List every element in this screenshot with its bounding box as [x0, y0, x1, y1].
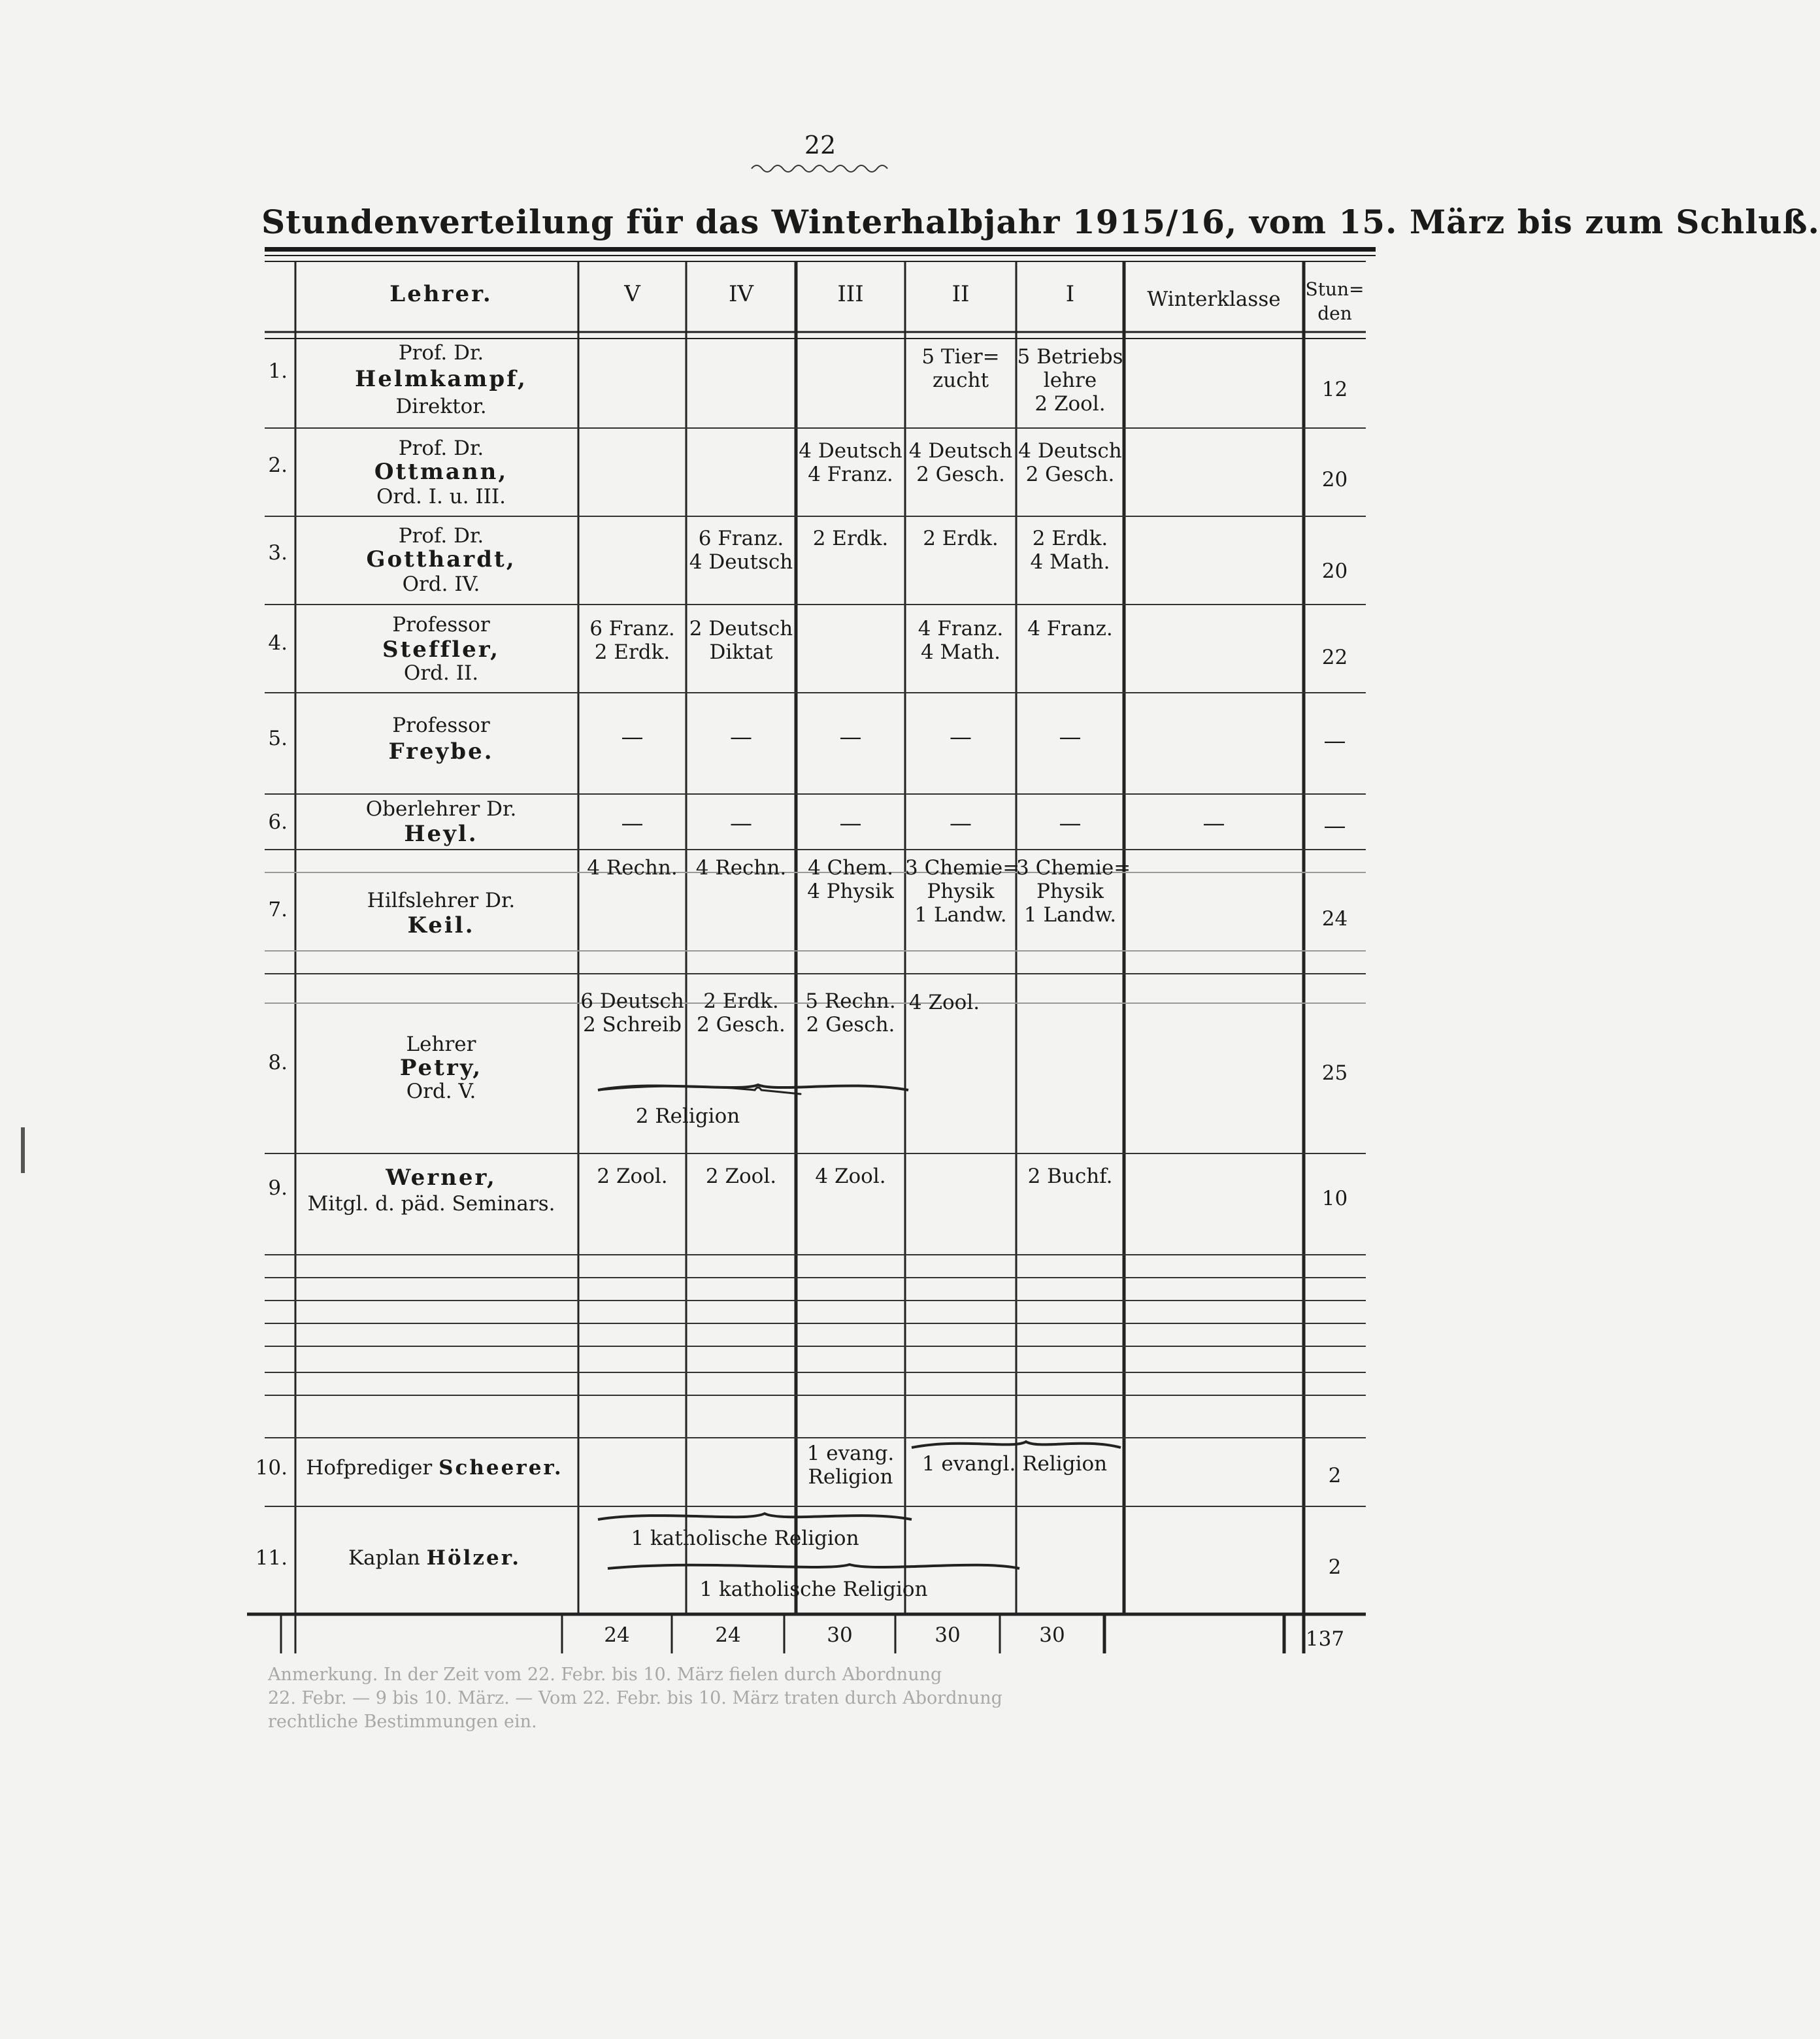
assignment-i: 2 Buchf. [1027, 1165, 1113, 1188]
empty-dash: — [730, 810, 752, 837]
empty-dash: — [1323, 728, 1346, 754]
teacher-name: Heyl. [404, 821, 478, 847]
bleed-line: Anmerkung. In der Zeit vom 22. Febr. bis 10. März fielen durch Abordnung [268, 1665, 942, 1685]
assignment-iv: 2 Gesch. [697, 1013, 786, 1036]
teacher-role: Ord. V. [406, 1080, 476, 1103]
teacher-role: Ord. I. u. III. [376, 485, 506, 508]
stunden-total: 20 [1321, 559, 1348, 583]
empty-dash: — [1202, 810, 1225, 837]
row-number: 3. [268, 541, 288, 565]
assignment-i: 2 Gesch. [1025, 463, 1115, 486]
assignment-iii: 4 Franz. [808, 463, 893, 486]
assignment-v: 6 Deutsch [580, 989, 684, 1013]
assignment-i: 2 Zool. [1034, 392, 1106, 416]
assignment-ii: 2 Gesch. [916, 463, 1005, 486]
row-number: 4. [268, 631, 288, 655]
assignment-v: 2 Zool. [597, 1165, 668, 1188]
stunden-total: 24 [1321, 907, 1348, 931]
assignment-iii: 5 Rechn. [805, 989, 896, 1013]
stunden-total: 22 [1321, 646, 1348, 669]
header-lehrer: Lehrer. [389, 281, 493, 307]
row-number: 9. [268, 1176, 288, 1200]
stunden-total: 20 [1321, 468, 1348, 491]
empty-dash: — [1059, 810, 1082, 837]
assignment-iii: 4 Deutsch [799, 439, 902, 463]
header-stunden-2: den [1317, 303, 1352, 324]
assignment-iv: 2 Erdk. [703, 989, 779, 1013]
row-number: 7. [268, 898, 288, 921]
empty-dash: — [1059, 724, 1082, 750]
teacher-title: Prof. Dr. [398, 341, 484, 365]
teacher-title: Professor [392, 714, 490, 737]
teacher-surname: Scheerer. [438, 1456, 563, 1480]
stunden-total: 2 [1328, 1464, 1342, 1487]
header-class-iii: III [837, 281, 864, 307]
teacher-title: Kaplan [348, 1546, 427, 1570]
page-title: Stundenverteilung für das Winterhalbjahr 1915/16, vom 15. März bis zum Schluß. [261, 203, 1820, 241]
stunden-total: 12 [1321, 378, 1348, 401]
page-number: 22 [804, 131, 836, 159]
assignment-v: 4 Rechn. [587, 856, 678, 880]
teacher-role: Ord. IV. [402, 572, 480, 596]
assignment-i: 4 Deutsch [1018, 439, 1122, 463]
teacher-name: Ottmann, [374, 459, 508, 485]
empty-dash: — [730, 724, 752, 750]
bleed-through-text [268, 1663, 1379, 1734]
total-iv: 24 [715, 1623, 741, 1647]
total-stunden: 137 [1305, 1627, 1345, 1651]
teacher-role: Direktor. [395, 395, 487, 418]
assignment-iii: 4 Chem. [808, 856, 893, 880]
empty-dash: — [839, 810, 862, 837]
teacher-title: Hilfslehrer Dr. [367, 889, 516, 912]
religion-ii-i: 1 evangl. Religion [921, 1452, 1108, 1476]
assignment-ii: 3 Chemie= [905, 856, 1020, 880]
teacher-title: Prof. Dr. [398, 437, 484, 460]
assignment-v: 2 Erdk. [594, 640, 670, 664]
row-number: 6. [268, 810, 288, 834]
assignment-ii: 4 Deutsch [908, 439, 1013, 463]
teacher-title: Prof. Dr. [398, 524, 484, 548]
row-number: 2. [268, 454, 288, 477]
stunden-total: 25 [1321, 1061, 1348, 1085]
total-iii: 30 [827, 1623, 853, 1647]
assignment-iv: 4 Rechn. [695, 856, 787, 880]
assignment-i: 2 Erdk. [1032, 527, 1108, 550]
teacher-title: Oberlehrer Dr. [365, 797, 517, 821]
assignment-iv: 2 Deutsch [689, 617, 793, 640]
empty-dash: — [839, 724, 862, 750]
bleed-line: rechtliche Bestimmungen ein. [268, 1712, 537, 1732]
binding-mark [21, 1127, 25, 1173]
header-winterklasse: Winterklasse [1147, 288, 1281, 311]
row-number: 10. [255, 1456, 288, 1480]
teacher-title: Lehrer [406, 1033, 476, 1056]
total-i: 30 [1039, 1623, 1065, 1647]
row-number: 11. [255, 1546, 288, 1570]
assignment-iv: Diktat [709, 640, 773, 664]
teacher-name: Werner, [386, 1165, 497, 1191]
stunden-total: 2 [1328, 1555, 1342, 1579]
assignment-i: 3 Chemie= [1016, 856, 1131, 880]
empty-dash: — [950, 724, 972, 750]
assignment-iii: 1 evang. [806, 1442, 895, 1465]
assignment-ii: 4 Math. [920, 640, 1001, 664]
total-v: 24 [604, 1623, 630, 1647]
assignment-iii: Religion [808, 1465, 893, 1489]
empty-dash: — [621, 810, 644, 837]
assignment-v: 2 Schreib [582, 1013, 682, 1036]
assignment-ii: 2 Erdk. [923, 527, 999, 550]
row-number: 1. [268, 359, 288, 383]
assignment-ii: 1 Landw. [914, 903, 1007, 927]
assignment-v: 6 Franz. [589, 617, 675, 640]
assignment-i: Physik [1036, 880, 1104, 903]
stunden-total: 10 [1321, 1187, 1348, 1210]
header-stunden-1: Stun= [1305, 278, 1365, 300]
religion-lower: 1 katholische Religion [699, 1578, 928, 1601]
header-class-i: I [1065, 281, 1075, 307]
assignment-iii: 4 Physik [807, 880, 894, 903]
teacher-title: Professor [392, 613, 490, 637]
assignment-i: 4 Math. [1030, 550, 1110, 574]
teacher-name: Helmkampf, [355, 366, 527, 392]
bleed-line: 22. Febr. — 9 bis 10. März. — Vom 22. Febr. bis 10. März traten durch Abordnung [268, 1688, 1002, 1708]
teacher-role: Ord. II. [403, 661, 479, 685]
assignment-iii: 2 Gesch. [806, 1013, 895, 1036]
teacher-name: Keil. [407, 912, 475, 938]
row-number: 8. [268, 1051, 288, 1074]
assignment-ii: 4 Franz. [918, 617, 1004, 640]
empty-dash: — [1323, 813, 1346, 839]
assignment-i: lehre [1043, 369, 1097, 392]
assignment-i: 1 Landw. [1023, 903, 1117, 927]
assignment-iii: 2 Erdk. [812, 527, 889, 550]
total-ii: 30 [935, 1623, 961, 1647]
assignment-ii: Physik [927, 880, 995, 903]
assignment-iv: 6 Franz. [698, 527, 784, 550]
row-number: 5. [268, 727, 288, 750]
header-class-v: V [624, 281, 640, 307]
empty-dash: — [621, 724, 644, 750]
empty-dash: — [950, 810, 972, 837]
assignment-iv: 2 Zool. [705, 1165, 777, 1188]
teacher-role: Mitgl. d. päd. Seminars. [307, 1192, 555, 1216]
religion-upper: 1 katholische Religion [631, 1527, 859, 1550]
header-class-ii: II [951, 281, 970, 307]
teacher-name [294, 1546, 575, 1570]
assignment-ii: zucht [932, 369, 989, 392]
teacher-name: Petry, [399, 1055, 483, 1081]
teacher-name: Steffler, [382, 637, 500, 663]
assignment-iii: 4 Zool. [815, 1165, 886, 1188]
assignment-i: 5 Betriebs [1017, 345, 1123, 369]
assignment-ii: 5 Tier= [921, 345, 1000, 369]
teacher-name: Gotthardt, [366, 546, 516, 572]
teacher-name [294, 1456, 575, 1480]
assignment-i: 4 Franz. [1027, 617, 1113, 640]
teacher-surname: Hölzer. [426, 1546, 521, 1570]
assignment-iv: 4 Deutsch [689, 550, 793, 574]
teacher-title: Hofprediger [306, 1456, 439, 1480]
header-class-iv: IV [729, 281, 753, 307]
religion-v-iv: 2 Religion [635, 1104, 740, 1128]
assignment-ii: 4 Zool. [908, 991, 980, 1014]
teacher-name: Freybe. [388, 738, 494, 765]
